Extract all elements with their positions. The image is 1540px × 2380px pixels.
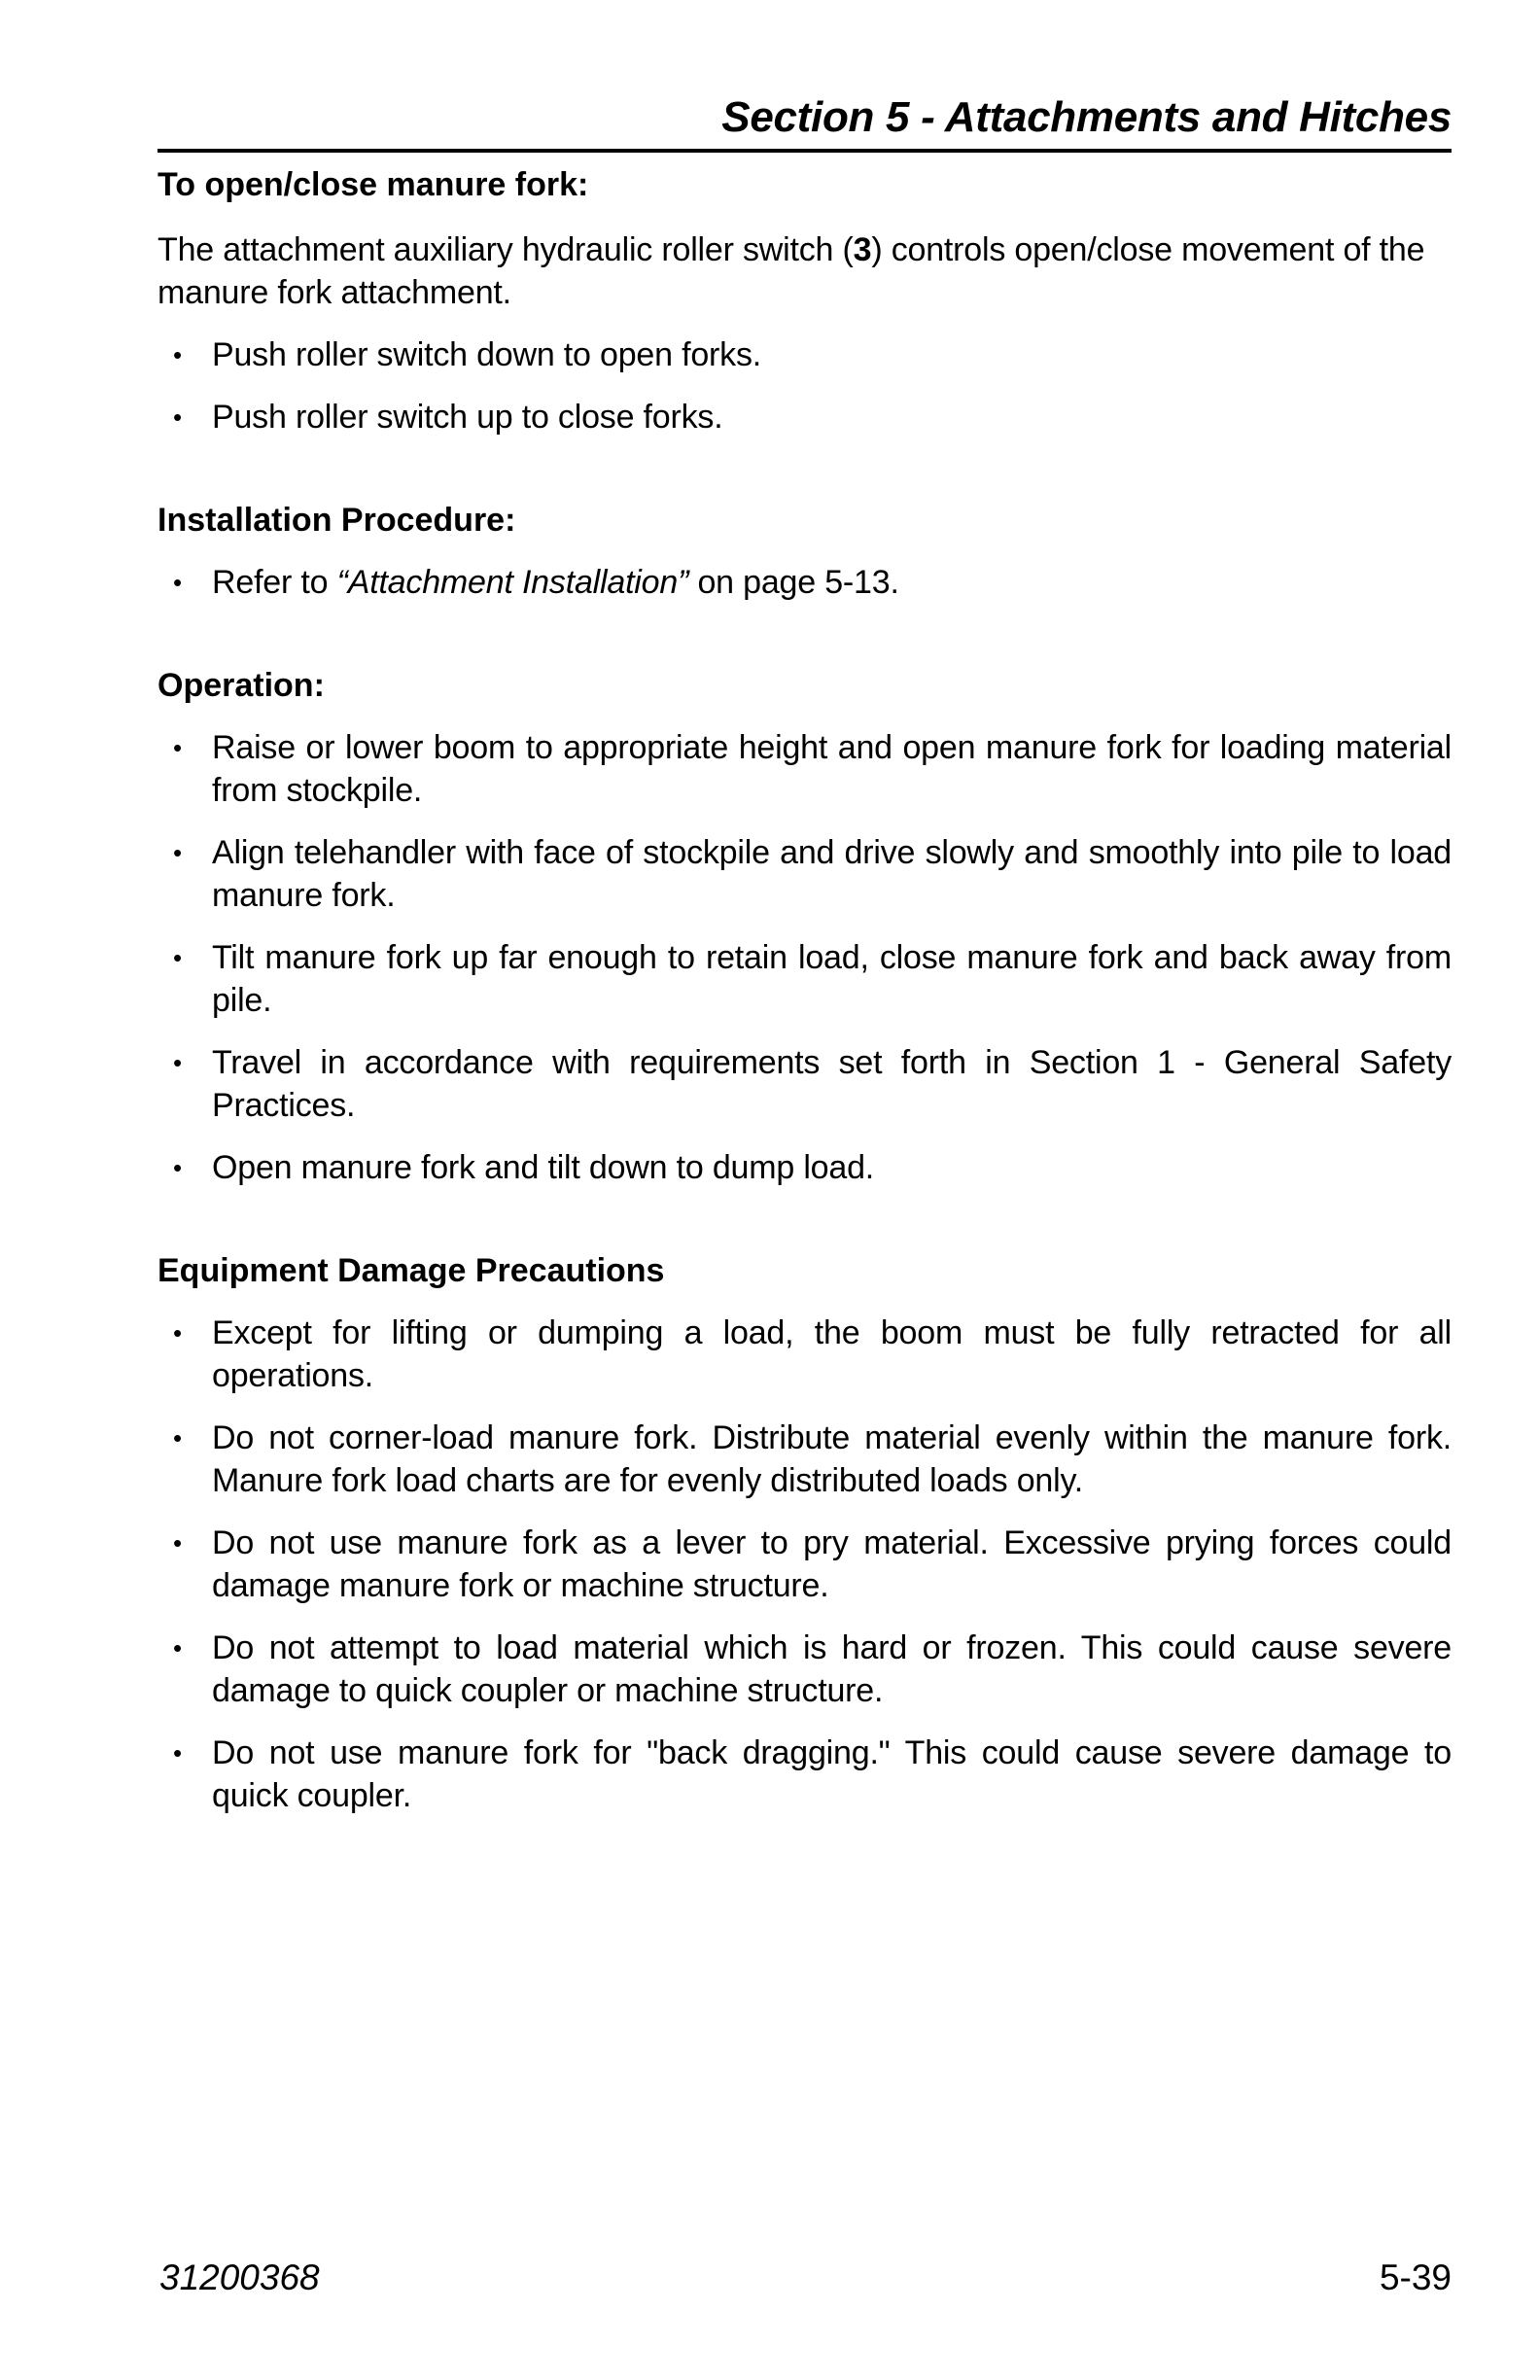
list-item — [158, 1522, 1452, 1607]
section-title: Section 5 - Attachments and Hitches — [721, 93, 1452, 141]
section-spacer — [158, 1189, 1452, 1249]
list-item — [158, 1732, 1452, 1817]
open-close-list — [158, 333, 1452, 438]
list-item — [158, 1312, 1452, 1397]
list-item — [158, 561, 1452, 604]
list-item-text: Do not use manure fork for "back dragging." This could cause severe damage to quick coupler. — [212, 1734, 1452, 1814]
list-item-text: Refer to — [212, 564, 337, 601]
open-close-paragraph — [158, 228, 1452, 314]
bullet-icon: • — [173, 340, 182, 369]
bullet-icon: • — [173, 1048, 182, 1077]
list-item-text: Push roller switch up to close forks. — [212, 399, 723, 436]
list-item — [158, 831, 1452, 917]
list-item-text: Do not attempt to load material which is hard or frozen. This could cause severe damage to quick coupler or machine structure. — [212, 1629, 1452, 1709]
list-item-text: Open manure fork and tilt down to dump load. — [212, 1149, 875, 1186]
list-item — [158, 1417, 1452, 1502]
bullet-icon: • — [173, 402, 182, 432]
paragraph-text-start: The attachment auxiliary hydraulic roller switch ( — [158, 231, 854, 268]
list-item — [158, 396, 1452, 438]
bullet-icon: • — [173, 1633, 182, 1662]
list-item — [158, 936, 1452, 1022]
page-content — [158, 163, 1452, 1817]
installation-list — [158, 561, 1452, 604]
paragraph-text-end: ) controls open/close movement of the manure fork attachment. — [158, 231, 1425, 311]
heading-open-close: To open/close manure fork: — [158, 166, 589, 203]
header-rule — [158, 149, 1452, 153]
list-item-text: Raise or lower boom to appropriate height and open manure fork for loading material from stockpile. — [212, 729, 1452, 809]
list-item-text: Push roller switch down to open forks. — [212, 336, 762, 373]
list-item-text: Do not corner-load manure fork. Distribute material evenly within the manure fork. Manure fork load charts are for evenly distributed loads only. — [212, 1419, 1452, 1499]
bullet-icon: • — [173, 943, 182, 972]
list-item-text: Tilt manure fork up far enough to retain load, close manure fork and back away from pile. — [212, 939, 1452, 1019]
page-number: 5-39 — [1379, 2258, 1452, 2297]
section-spacer — [158, 604, 1452, 664]
list-item — [158, 726, 1452, 812]
heading-equipment-damage-precautions: Equipment Damage Precautions — [158, 1252, 665, 1289]
section-spacer — [158, 438, 1452, 499]
bullet-icon: • — [173, 838, 182, 867]
heading-installation: Installation Procedure: — [158, 502, 516, 539]
bullet-icon: • — [173, 568, 182, 597]
bullet-icon: • — [173, 1318, 182, 1348]
attachment-installation-reference-link[interactable]: “Attachment Installation” — [336, 564, 689, 601]
bullet-icon: • — [173, 1738, 182, 1768]
bullet-icon: • — [173, 1423, 182, 1452]
list-item-text: Align telehandler with face of stockpile and drive slowly and smoothly into pile to load manure fork. — [212, 834, 1452, 914]
page-reference-text: on page 5-13. — [688, 564, 899, 601]
list-item-text: Travel in accordance with requirements set forth in Section 1 - General Safety Practices. — [212, 1044, 1452, 1124]
bullet-icon: • — [173, 733, 182, 762]
document-number: 31200368 — [159, 2258, 320, 2297]
list-item-text: Except for lifting or dumping a load, the boom must be fully retracted for all operations. — [212, 1314, 1452, 1394]
switch-reference-number: 3 — [853, 231, 872, 268]
bullet-icon: • — [173, 1153, 182, 1182]
list-item — [158, 1041, 1452, 1127]
precautions-list — [158, 1312, 1452, 1817]
operation-list — [158, 726, 1452, 1189]
list-item — [158, 1146, 1452, 1189]
list-item — [158, 333, 1452, 376]
list-item-text: Do not use manure fork as a lever to pry material. Excessive prying forces could damage manure fork or machine structure. — [212, 1524, 1452, 1604]
bullet-icon: • — [173, 1528, 182, 1558]
heading-operation: Operation: — [158, 667, 325, 704]
list-item — [158, 1627, 1452, 1712]
